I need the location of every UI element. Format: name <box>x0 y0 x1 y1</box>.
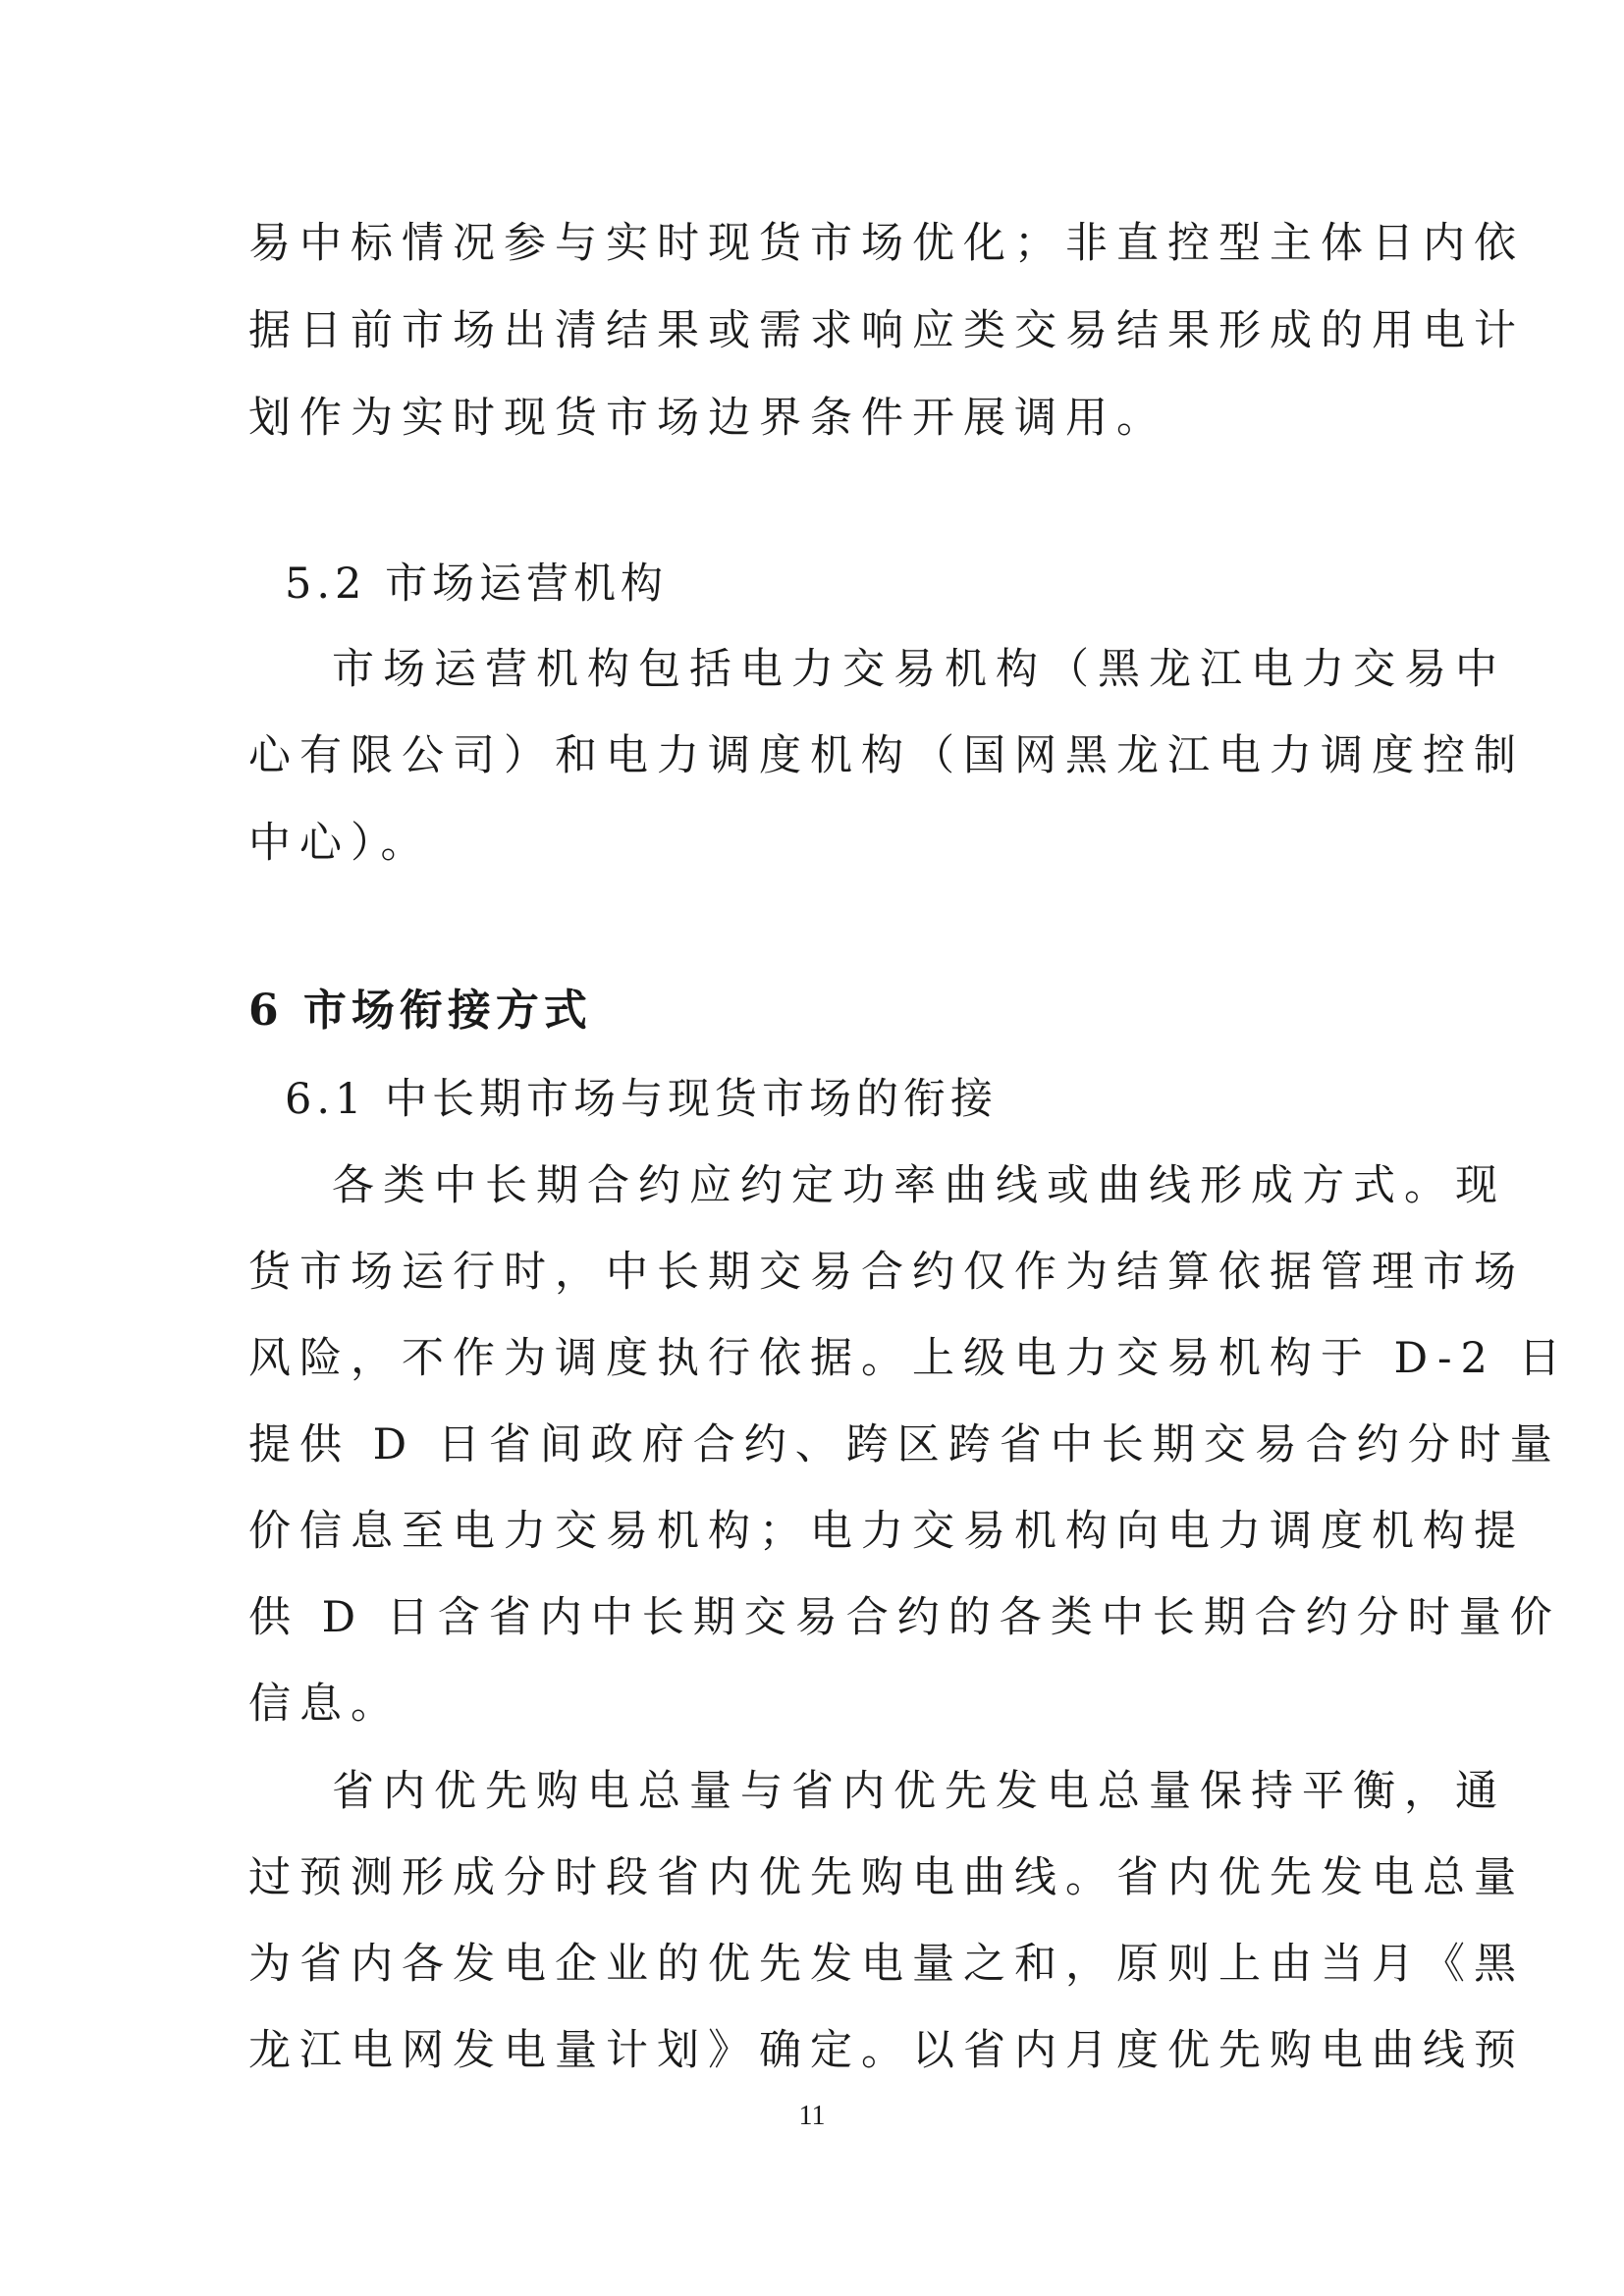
paragraph-line: 信息。 <box>248 1680 402 1729</box>
paragraph-line: 龙江电网发电量计划》确定。以省内月度优先购电曲线预 <box>248 2026 1525 2075</box>
paragraph-line: 易中标情况参与实时现货市场优化；非直控型主体日内依 <box>248 219 1525 268</box>
page-number: 11 <box>798 2101 826 2131</box>
paragraph-line: 风险，不作为调度执行依据。上级电力交易机构于 D-2 日 <box>248 1334 1570 1383</box>
paragraph-line: 货市场运行时，中长期交易合约仅作为结算依据管理市场 <box>248 1248 1525 1297</box>
paragraph-line: 为省内各发电企业的优先发电量之和，原则上由当月《黑 <box>248 1940 1525 1989</box>
paragraph-line: 省内优先购电总量与省内优先发电总量保持平衡，通 <box>332 1767 1506 1816</box>
paragraph-line: 划作为实时现货市场边界条件开展调用。 <box>248 394 1167 443</box>
paragraph-line: 据日前市场出清结果或需求响应类交易结果形成的用电计 <box>248 306 1525 355</box>
paragraph-line: 供 D 日含省内中长期交易合约的各类中长期合约分时量价 <box>248 1593 1561 1642</box>
paragraph-line: 提供 D 日省间政府合约、跨区跨省中长期交易合约分时量 <box>248 1420 1561 1469</box>
paragraph-line: 心有限公司）和电力调度机构（国网黑龙江电力调度控制 <box>248 731 1525 780</box>
paragraph-line: 市场运营机构包括电力交易机构（黑龙江电力交易中 <box>332 645 1506 694</box>
section-heading-6: 6 市场衔接方式 <box>248 986 592 1036</box>
section-heading-5-2: 5.2 市场运营机构 <box>285 560 669 609</box>
paragraph-line: 价信息至电力交易机构；电力交易机构向电力调度机构提 <box>248 1507 1525 1556</box>
paragraph-line: 中心）。 <box>248 819 432 868</box>
paragraph-line: 过预测形成分时段省内优先购电曲线。省内优先发电总量 <box>248 1853 1525 1902</box>
section-heading-6-1: 6.1 中长期市场与现货市场的衔接 <box>285 1075 999 1124</box>
paragraph-line: 各类中长期合约应约定功率曲线或曲线形成方式。现 <box>332 1161 1506 1210</box>
